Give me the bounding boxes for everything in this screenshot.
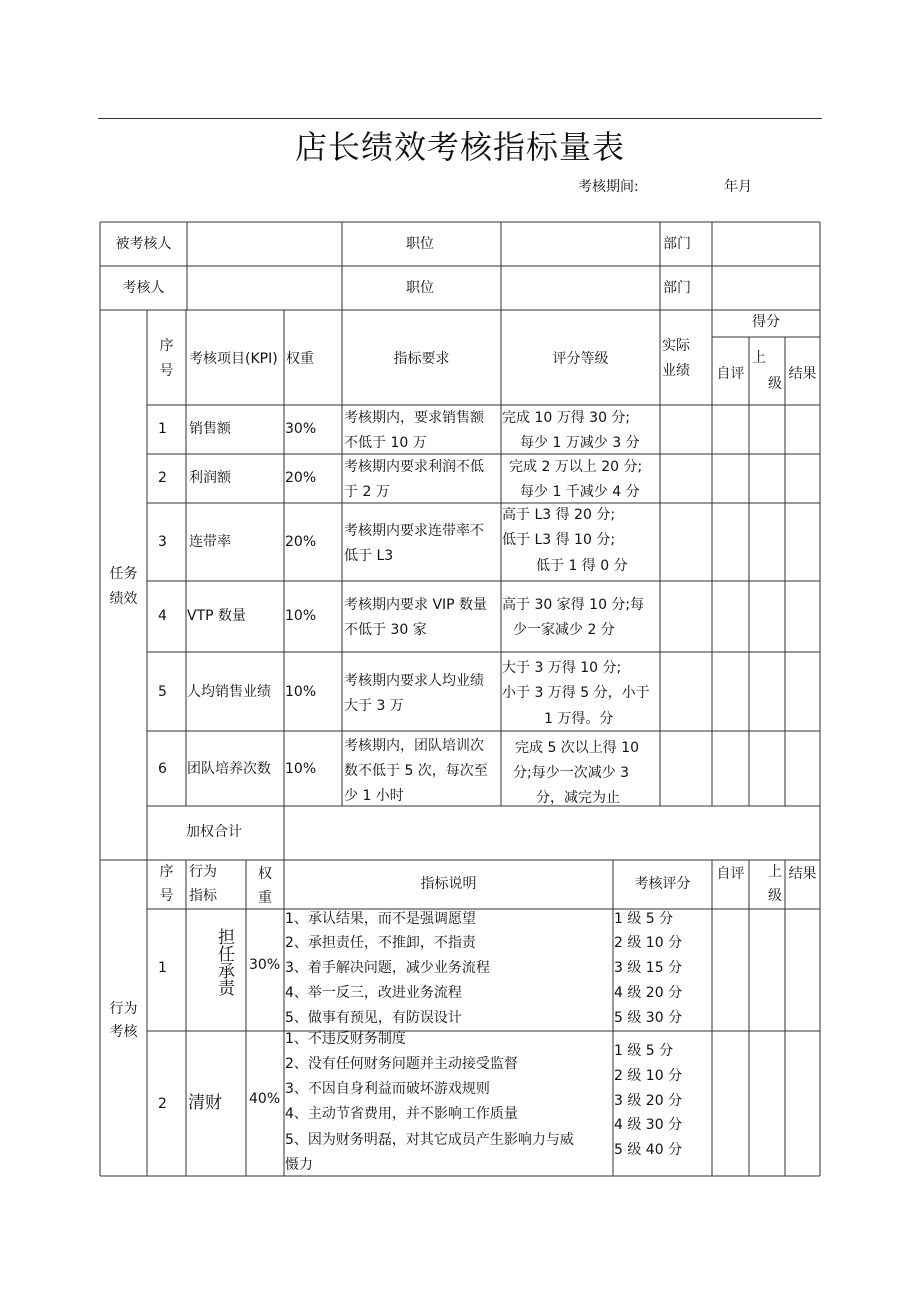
behavior-row-2-seq: 2	[158, 1096, 167, 1112]
task-row-4-req-2: 不低于 30 家	[344, 622, 427, 638]
assessor-position-label: 职位	[406, 280, 434, 296]
assessee-department-label: 部门	[663, 236, 691, 252]
page-title: 店长绩效考核指标量表	[294, 128, 625, 166]
task-row-6-weight: 10%	[285, 761, 317, 777]
task-row-2-req-2: 于 2 万	[344, 484, 390, 500]
task-row-2-kpi: 利润额	[189, 470, 231, 486]
behavior-row-1-seq: 1	[158, 960, 167, 976]
task-row-6-kpi: 团队培养次数	[187, 761, 271, 777]
behavior-row-2-level-5: 5 级 40 分	[614, 1142, 683, 1158]
task-row-2-seq: 2	[158, 470, 167, 486]
task-row-3-grade-1: 高于 L3 得 20 分;	[502, 507, 616, 523]
task-row-1-req-1: 考核期内，要求销售额	[344, 410, 484, 426]
task-row-4-seq: 4	[158, 608, 167, 624]
task-row-6-req-2: 数不低于 5 次，每次至	[344, 763, 488, 779]
behavior-row-2-item-5: 5、因为财务明磊，对其它成员产生影响力与威	[285, 1132, 574, 1148]
task-row-5-grade-2: 小于 3 万得 5 分，小于	[502, 685, 650, 701]
behavior-row-1-name-4: 责	[218, 979, 235, 999]
task-section-label-2: 绩效	[109, 591, 138, 607]
behavior-col-indicator-2: 指标	[189, 888, 217, 904]
task-row-4-weight: 10%	[285, 608, 317, 624]
task-row-5-grade-3: 1 万得。分	[544, 711, 614, 727]
task-col-grading: 评分等级	[552, 351, 609, 367]
task-col-weight: 权重	[286, 351, 314, 367]
task-col-score: 得分	[752, 314, 780, 330]
behavior-row-2-level-2: 2 级 10 分	[614, 1068, 683, 1084]
behavior-row-2-item-4: 4、主动节省费用，并不影响工作质量	[285, 1106, 518, 1122]
task-row-6-req-3: 少 1 小时	[344, 788, 404, 804]
behavior-row-2-item-1: 1、不违反财务制度	[285, 1031, 406, 1047]
behavior-row-2-item-2: 2、没有任何财务问题并主动接受监督	[285, 1056, 518, 1072]
task-row-3-weight: 20%	[285, 534, 317, 550]
task-row-3-req-1: 考核期内要求连带率不	[344, 523, 484, 539]
task-row-1-grade-1: 完成 10 万得 30 分;	[502, 410, 631, 426]
behavior-row-2-name: 清财	[188, 1093, 222, 1113]
behavior-row-1-name-1: 担	[218, 928, 235, 948]
task-row-5-seq: 5	[158, 684, 167, 700]
task-row-5-req-2: 大于 3 万	[344, 698, 404, 714]
task-row-6-grade-3: 分，减完为止	[536, 790, 620, 805]
behavior-row-1-level-1: 1 级 5 分	[614, 911, 674, 927]
assessor-department-label: 部门	[663, 280, 691, 296]
behavior-row-1-item-1: 1、承认结果，而不是强调愿望	[285, 911, 476, 927]
behavior-row-2-item-3: 3、不因自身利益而破坏游戏规则	[285, 1081, 490, 1097]
behavior-col-self: 自评	[716, 866, 745, 882]
behavior-col-description: 指标说明	[420, 876, 477, 892]
behavior-section-label-1: 行为	[109, 1001, 138, 1017]
task-row-6-grade-1: 完成 5 次以上得 10	[515, 740, 640, 756]
task-row-5-req-1: 考核期内要求人均业绩	[344, 673, 484, 689]
task-row-3-seq: 3	[158, 534, 167, 550]
task-col-requirement: 指标要求	[393, 351, 450, 367]
task-col-result: 结果	[788, 366, 817, 382]
task-row-2-req-1: 考核期内要求利润不低	[344, 459, 484, 475]
behavior-row-1-name-2: 任	[218, 945, 235, 965]
behavior-row-1-item-3: 3、着手解决问题，减少业务流程	[285, 960, 490, 976]
task-col-self: 自评	[716, 366, 745, 382]
behavior-row-2-item-6: 慑力	[285, 1157, 313, 1173]
task-row-3-grade-2: 低于 L3 得 10 分;	[502, 532, 616, 548]
behavior-row-2-level-1: 1 级 5 分	[614, 1043, 674, 1059]
task-row-1-kpi: 销售额	[189, 421, 231, 437]
behavior-col-weight-1: 权	[258, 866, 272, 882]
assessee-position-label: 职位	[406, 236, 434, 252]
task-col-seq-1: 序	[159, 338, 174, 354]
task-row-4-req-1: 考核期内要求 VIP 数量	[344, 597, 488, 613]
task-row-5-grade-1: 大于 3 万得 10 分;	[502, 660, 622, 676]
behavior-row-1-item-4: 4、举一反三，改进业务流程	[285, 985, 462, 1001]
task-col-actual-2: 业绩	[662, 363, 690, 379]
task-row-6-req-1: 考核期内，团队培训次	[344, 738, 484, 754]
task-section-label-1: 任务	[109, 566, 138, 582]
task-row-4-grade-2: 少一家减少 2 分	[513, 622, 615, 638]
task-row-4-grade-1: 高于 30 家得 10 分;每	[502, 597, 645, 613]
behavior-col-superior-1: 上	[768, 864, 782, 880]
task-col-superior-1: 上	[752, 350, 766, 366]
task-row-3-kpi: 连带率	[189, 534, 231, 550]
behavior-col-score: 考核评分	[634, 876, 691, 892]
task-col-actual-1: 实际	[662, 338, 690, 354]
behavior-row-2-level-4: 4 级 30 分	[614, 1117, 683, 1133]
behavior-section-label-2: 考核	[109, 1024, 138, 1040]
behavior-col-weight-2: 重	[258, 890, 272, 906]
behavior-col-result: 结果	[788, 866, 817, 882]
behavior-row-1-name-3: 承	[218, 962, 235, 982]
behavior-row-1-level-5: 5 级 30 分	[614, 1010, 683, 1026]
assessee-label: 被考核人	[115, 236, 172, 252]
behavior-row-1-level-4: 4 级 20 分	[614, 985, 683, 1001]
task-row-5-kpi: 人均销售业绩	[187, 684, 271, 700]
weighted-total-label: 加权合计	[186, 824, 242, 840]
behavior-row-1-level-2: 2 级 10 分	[614, 935, 683, 951]
task-row-5-weight: 10%	[285, 684, 317, 700]
period-unit: 年月	[724, 179, 752, 195]
behavior-col-seq-2: 号	[159, 888, 174, 904]
behavior-row-1-level-3: 3 级 15 分	[614, 960, 683, 976]
task-col-kpi: 考核项目(KPI)	[189, 351, 278, 367]
task-row-6-seq: 6	[158, 761, 167, 777]
behavior-row-1-item-5: 5、做事有预见，有防误设计	[285, 1010, 462, 1026]
task-row-2-grade-1: 完成 2 万以上 20 分;	[509, 459, 643, 475]
task-row-2-grade-2: 每少 1 千减少 4 分	[520, 484, 640, 500]
period-label: 考核期间:	[578, 179, 639, 195]
behavior-row-2-weight: 40%	[249, 1091, 281, 1107]
behavior-col-superior-2: 级	[768, 888, 782, 904]
task-col-superior-2: 级	[768, 376, 782, 392]
behavior-row-2-level-3: 3 级 20 分	[614, 1093, 683, 1109]
task-row-3-grade-3: 低于 1 得 0 分	[536, 558, 628, 574]
behavior-row-1-item-2: 2、承担责任，不推卸，不指责	[285, 935, 476, 951]
assessor-label: 考核人	[122, 280, 165, 296]
task-row-2-weight: 20%	[285, 470, 317, 486]
task-row-6-grade-2: 分;每少一次减少 3	[513, 765, 630, 781]
task-row-4-kpi: VTP 数量	[187, 608, 247, 624]
task-row-1-req-2: 不低于 10 万	[344, 435, 427, 451]
task-row-3-req-2: 低于 L3	[344, 548, 394, 564]
behavior-row-1-weight: 30%	[249, 957, 281, 973]
task-row-1-grade-2: 每少 1 万减少 3 分	[520, 435, 640, 451]
behavior-col-seq-1: 序	[159, 864, 174, 880]
behavior-col-indicator-1: 行为	[189, 864, 217, 880]
task-row-1-seq: 1	[158, 421, 167, 437]
task-col-seq-2: 号	[159, 363, 174, 379]
task-row-1-weight: 30%	[285, 421, 317, 437]
